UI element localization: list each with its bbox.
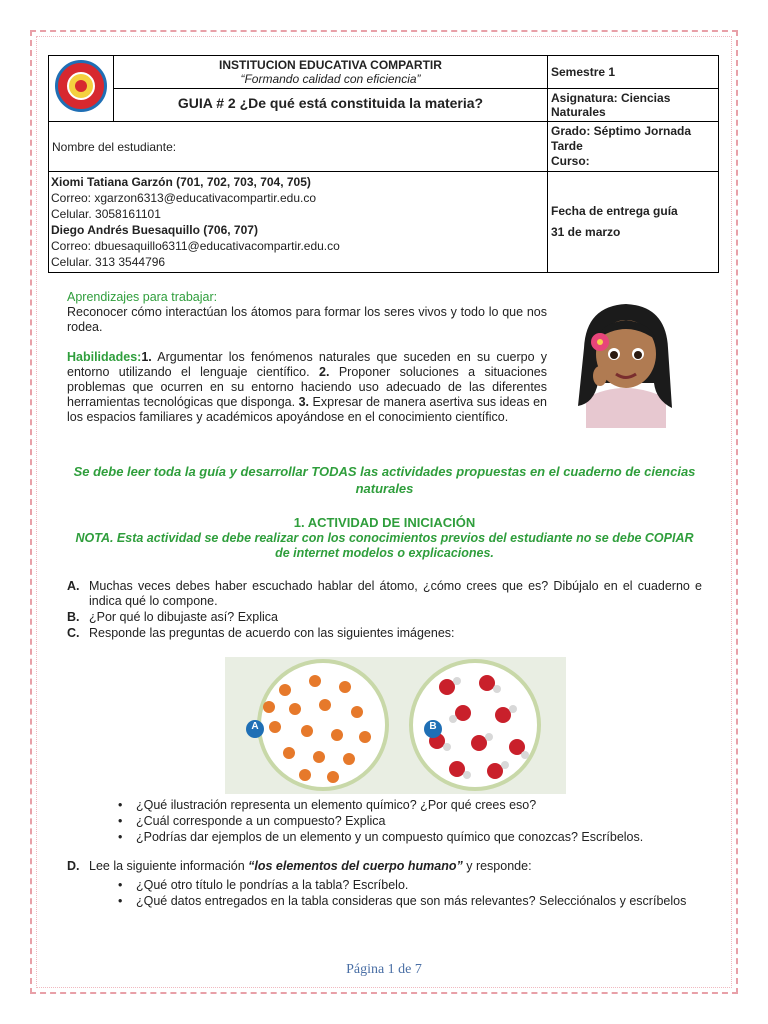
question-d: D. Lee la siguiente información “los elementos del cuerpo humano” y responde:: [67, 859, 532, 873]
list-item: • ¿Qué ilustración representa un elemento químico? ¿Por qué crees eso?: [118, 797, 703, 813]
list-item: • ¿Cuál corresponde a un compuesto? Explica: [118, 813, 703, 829]
institution-name: INSTITUCION EDUCATIVA COMPARTIR: [219, 58, 442, 72]
teacher1-email: Correo: xgarzon6313@educativacompartir.edu.co: [51, 191, 316, 205]
student-avatar-icon: [556, 288, 692, 428]
school-logo-icon: [55, 60, 107, 112]
skills-text: Habilidades:1. Argumentar los fenómenos naturales que suceden en su cuerpo y entorno utilizando el lenguaje científico. 2. Proponer soluciones a situaciones problemas que ocurren en su entorno haciendo uso adecuado de las diferentes herramientas tecnológicas que disponga. 3. Expresar de manera asertiva sus ideas en los espacios familiares y académicos apoyándose en el conocimiento científico.: [67, 350, 547, 424]
learning-title: Aprendizajes para trabajar:: [67, 290, 218, 304]
due-cell: [548, 172, 719, 273]
learning-section: [67, 290, 547, 425]
due-date: 31 de marzo: [551, 225, 621, 239]
label-b: B: [429, 721, 437, 732]
page-number: Página 1 de 7: [346, 962, 422, 977]
question-a: A. Muchas veces debes haber escuchado hablar del átomo, ¿cómo crees que es? Dibújalo en el cuaderno e indica qué lo compone.: [67, 579, 702, 608]
element-compound-illustration: [225, 657, 566, 794]
label-a: A: [251, 721, 259, 732]
institution-cell: [114, 56, 548, 89]
skills-title: Habilidades:: [67, 350, 142, 364]
learning-text: Reconocer cómo interactúan los átomos para formar los seres vivos y todo lo que nos rodea.: [67, 305, 547, 334]
student-name-field[interactable]: Nombre del estudiante:: [49, 122, 548, 172]
grade-cell: [548, 122, 719, 172]
logo-cell: [49, 56, 114, 122]
subject: Asignatura: Ciencias Naturales: [548, 89, 719, 122]
teacher2-phone: Celular. 313 3544796: [51, 255, 166, 269]
guide-title: GUIA # 2 ¿De qué está constituida la materia?: [114, 89, 548, 122]
question-b: B. ¿Por qué lo dibujaste así? Explica: [67, 610, 278, 624]
teachers-cell: [49, 172, 548, 273]
grade: Grado: Séptimo Jornada Tarde: [551, 124, 692, 153]
teacher1-name: Xiomi Tatiana Garzón (701, 702, 703, 704, 705): [51, 175, 311, 189]
teacher1-phone: Celular. 3058161101: [51, 207, 161, 221]
course: Curso:: [551, 154, 590, 168]
activity-note: NOTA. Esta actividad se debe realizar con los conocimientos previos del estudiante no se debe COPIAR de internet modelos o explicaciones.: [75, 531, 694, 560]
institution-motto: “Formando calidad con eficiencia”: [240, 72, 421, 86]
d-bullets: [118, 877, 703, 909]
list-item: • ¿Podrías dar ejemplos de un elemento y un compuesto químico que conozcas? Escríbelos.: [118, 829, 703, 845]
c-bullets: [118, 797, 703, 845]
teacher2-name: Diego Andrés Buesaquillo (706, 707): [51, 223, 258, 237]
list-item: • ¿Qué datos entregados en la tabla consideras que son más relevantes? Selecciónalos y escríbelos: [118, 893, 703, 909]
teacher2-email: Correo: dbuesaquillo6311@educativacompartir.edu.co: [51, 239, 340, 253]
question-c: C. Responde las preguntas de acuerdo con las siguientes imágenes:: [67, 626, 455, 640]
semester: Semestre 1: [548, 56, 719, 89]
due-label: Fecha de entrega guía: [551, 204, 678, 218]
list-item: • ¿Qué otro título le pondrías a la tabla? Escríbelo.: [118, 877, 703, 893]
header-table: [48, 55, 719, 273]
instruction: Se debe leer toda la guía y desarrollar TODAS las actividades propuestas en el cuaderno de ciencias naturales: [73, 464, 696, 496]
activity-title: 1. ACTIVIDAD DE INICIACIÓN: [293, 515, 476, 530]
